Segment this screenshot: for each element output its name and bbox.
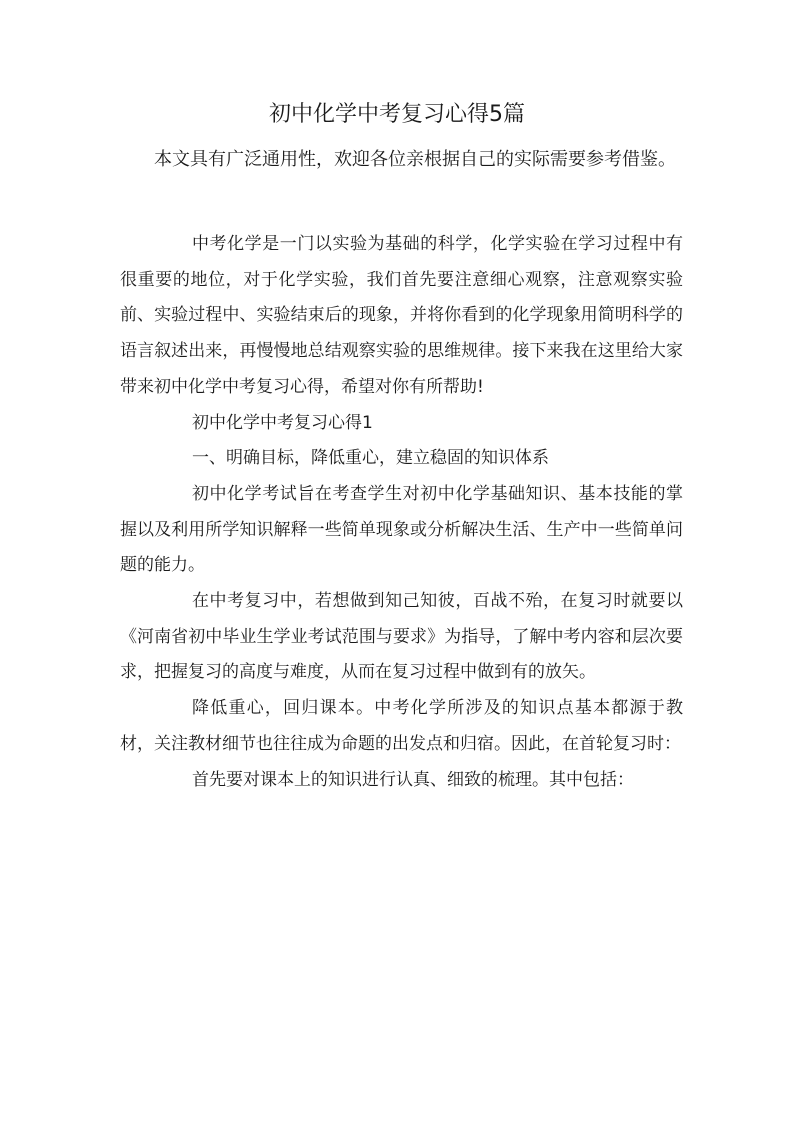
section-title: 初中化学中考复习心得1 xyxy=(192,412,373,433)
document-title: 初中化学中考复习心得5篇 xyxy=(269,102,525,127)
body-paragraph-3: 降低重心，回归课本。中考化学所涉及的知识点基本都源于教材，关注教材细节也往往成为命题的出发点和归宿。因此，在首轮复习时： xyxy=(120,698,683,754)
document-body xyxy=(120,227,683,798)
body-paragraph-1: 初中化学考试旨在考查学生对初中化学基础知识、基本技能的掌握以及利用所学知识解释一些简单现象或分析解决生活、生产中一些简单问题的能力。 xyxy=(120,483,683,576)
body-paragraph-4: 首先要对课本上的知识进行认真、细致的梳理。其中包括： xyxy=(192,769,634,790)
document-subtitle: 本文具有广泛通用性，欢迎各位亲根据自己的实际需要参考借鉴。 xyxy=(154,149,676,170)
intro-paragraph: 中考化学是一门以实验为基础的科学，化学实验在学习过程中有很重要的地位，对于化学实验，我们首先要注意细心观察，注意观察实验前、实验过程中、实验结束后的现象，并将你看到的化学现象用简明科学的语言叙述出来，再慢慢地总结观察实验的思维规律。接下来我在这里给大家带来初中化学中考复习心得，希望对你有所帮助! xyxy=(120,234,683,397)
section-heading: 一、明确目标，降低重心，建立稳固的知识体系 xyxy=(192,448,549,469)
body-paragraph-2: 在中考复习中，若想做到知己知彼，百战不殆，在复习时就要以《河南省初中毕业生学业考试范围与要求》为指导，了解中考内容和层次要求，把握复习的高度与难度，从而在复习过程中做到有的放矢。 xyxy=(120,591,683,683)
